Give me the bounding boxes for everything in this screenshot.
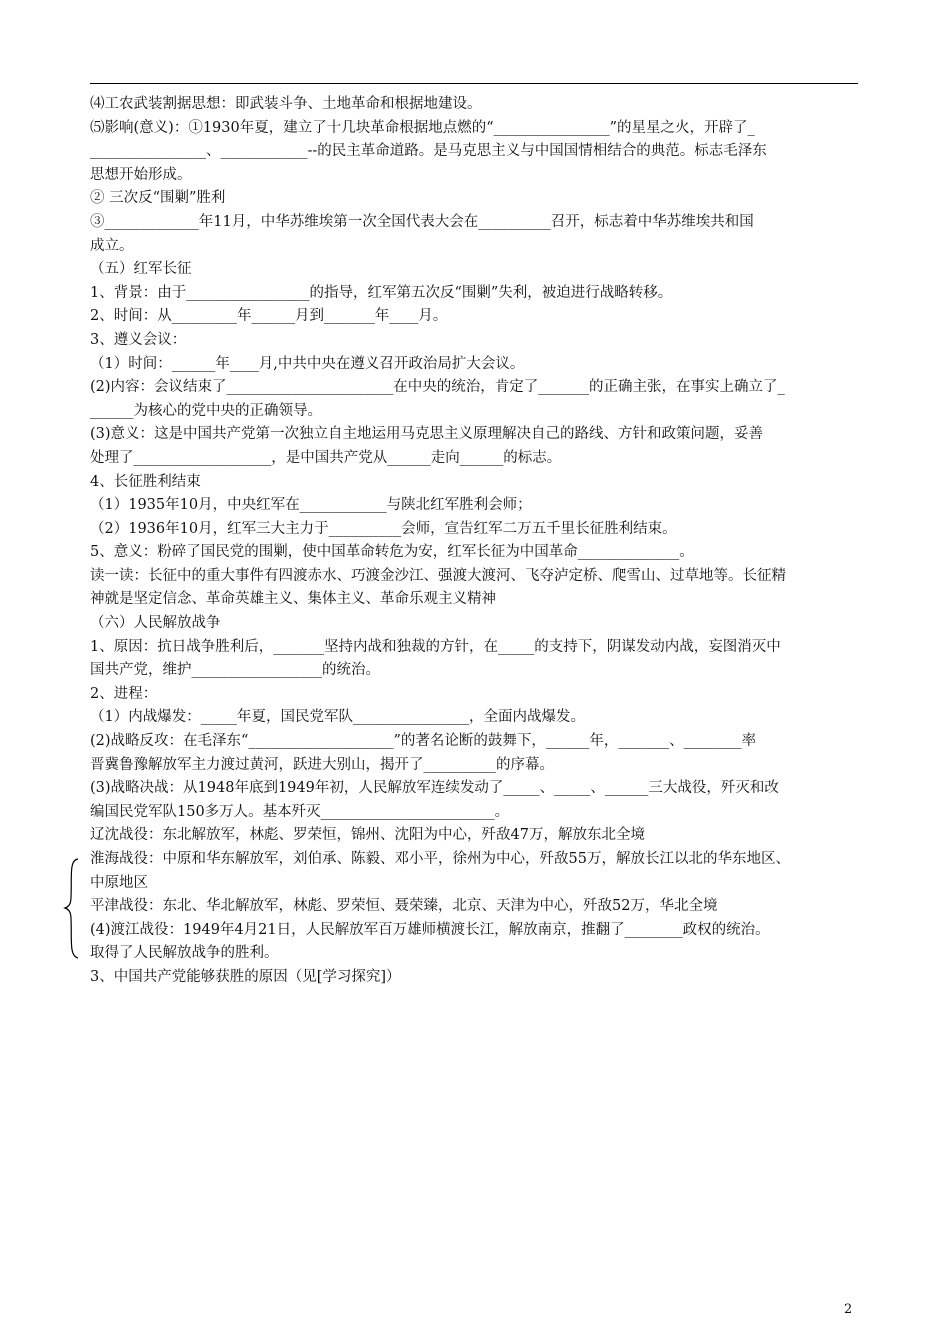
text-line: 2、时间：从_________年______月到_______年____月。 (90, 308, 448, 325)
text-line: 晋冀鲁豫解放军主力渡过黄河，跃进大别山，揭开了__________的序幕。 (90, 756, 554, 773)
battle-line: 中原地区 (90, 874, 148, 891)
text-line: 神就是坚定信念、革命英雄主义、集体主义、革命乐观主义精神 (90, 591, 496, 608)
text-line: 取得了人民解放战争的胜利。 (90, 945, 279, 962)
text-line: 2、进程： (90, 685, 158, 702)
brace-icon (62, 857, 82, 960)
text-line: (3)意义：这是中国共产党第一次独立自主地运用马克思主义原理解决自己的路线、方针和政策问题，妥善 (90, 426, 764, 443)
page-number: 2 (844, 1302, 853, 1317)
header-rule (90, 83, 858, 84)
text-line: ⑸影响(意义)：①1930年夏，建立了十几块革命根据地点燃的“________________”的星星之火，开辟了_ (90, 119, 755, 136)
text-line: ③_____________年11月，中华苏维埃第一次全国代表大会在__________召开，标志着中华苏维埃共和国 (90, 213, 754, 230)
text-line: （1）时间：______年____月,中共中央在遵义召开政治局扩大会议。 (90, 355, 525, 372)
text-line: ______为核心的党中央的正确领导。 (90, 402, 322, 419)
text-line: 国共产党，维护__________________的统治。 (90, 662, 380, 679)
text-line: (3)战略决战：从1948年底到1949年初，人民解放军连续发动了_____、_____、______三大战役，歼灭和改 (90, 780, 779, 797)
text-line: （1）1935年10月，中央红军在____________与陕北红军胜利会师； (90, 497, 532, 514)
section-heading: （五）红军长征 (90, 261, 192, 278)
text-line: 读一读：长征中的重大事件有四渡赤水、巧渡金沙江、强渡大渡河、飞夺泸定桥、爬雪山、过草地等。长征精 (90, 567, 786, 584)
text-line: 3、中国共产党能够获胜的原因（见[学习探究]） (90, 968, 401, 985)
text-line: 5、意义：粉碎了国民党的围剿，使中国革命转危为安，红军长征为中国革命______________。 (90, 544, 694, 561)
text-line: 1、背景：由于_________________的指导，红军第五次反“围剿”失利，被迫进行战略转移。 (90, 284, 673, 301)
text-line: ⑷工农武装割据思想：即武装斗争、土地革命和根据地建设。 (90, 96, 482, 112)
text-line: （2）1936年10月，红军三大主力于__________会师，宣告红军二万五千里长征胜利结束。 (90, 520, 677, 537)
text-line: 3、遵义会议： (90, 331, 187, 348)
section-heading: （六）人民解放战争 (90, 615, 221, 632)
text-line: 思想开始形成。 (90, 166, 192, 183)
text-line: （1）内战爆发：_____年夏，国民党军队________________，全面内战爆发。 (90, 709, 585, 726)
battle-line: 平津战役：东北、华北解放军，林彪、罗荣恒、聂荣臻，北京、天津为中心，歼敌52万，华北全境 (90, 898, 718, 915)
text-line: (2)战略反攻：在毛泽东“____________________”的著名论断的鼓舞下，______年，_______、________率 (90, 733, 757, 750)
text-line: ② 三次反“围剿”胜利 (90, 190, 226, 207)
text-line: (4)渡江战役：1949年4月21日，人民解放军百万雄师横渡长江，解放南京，推翻了________政权的统治。 (90, 921, 770, 938)
text-line: 编国民党军队150多万人。基本歼灭________________________。 (90, 803, 510, 820)
battle-line: 辽沈战役：东北解放军，林彪、罗荣恒，锦州、沈阳为中心，歼敌47万，解放东北全境 (90, 827, 645, 844)
text-line: ________________、____________--的民主革命道路。是马克思主义与中国国情相结合的典范。标志毛泽东 (90, 143, 767, 160)
text-line: 4、长征胜利结束 (90, 473, 201, 490)
battle-line: 淮海战役：中原和华东解放军，刘伯承、陈毅、邓小平，徐州为中心，歼敌55万，解放长江以北的华东地区、 (90, 851, 790, 867)
text-line: 处理了___________________，是中国共产党从______走向______的标志。 (90, 449, 562, 466)
text-line: 成立。 (90, 237, 134, 254)
document-body (90, 93, 865, 990)
text-line: (2)内容：会议结束了_______________________在中央的统治，肯定了_______的正确主张，在事实上确立了_ (90, 379, 785, 396)
text-line: 1、原因：抗日战争胜利后，_______坚持内战和独裁的方针，在_____的支持下，阴谋发动内战，妄图消灭中 (90, 638, 781, 655)
